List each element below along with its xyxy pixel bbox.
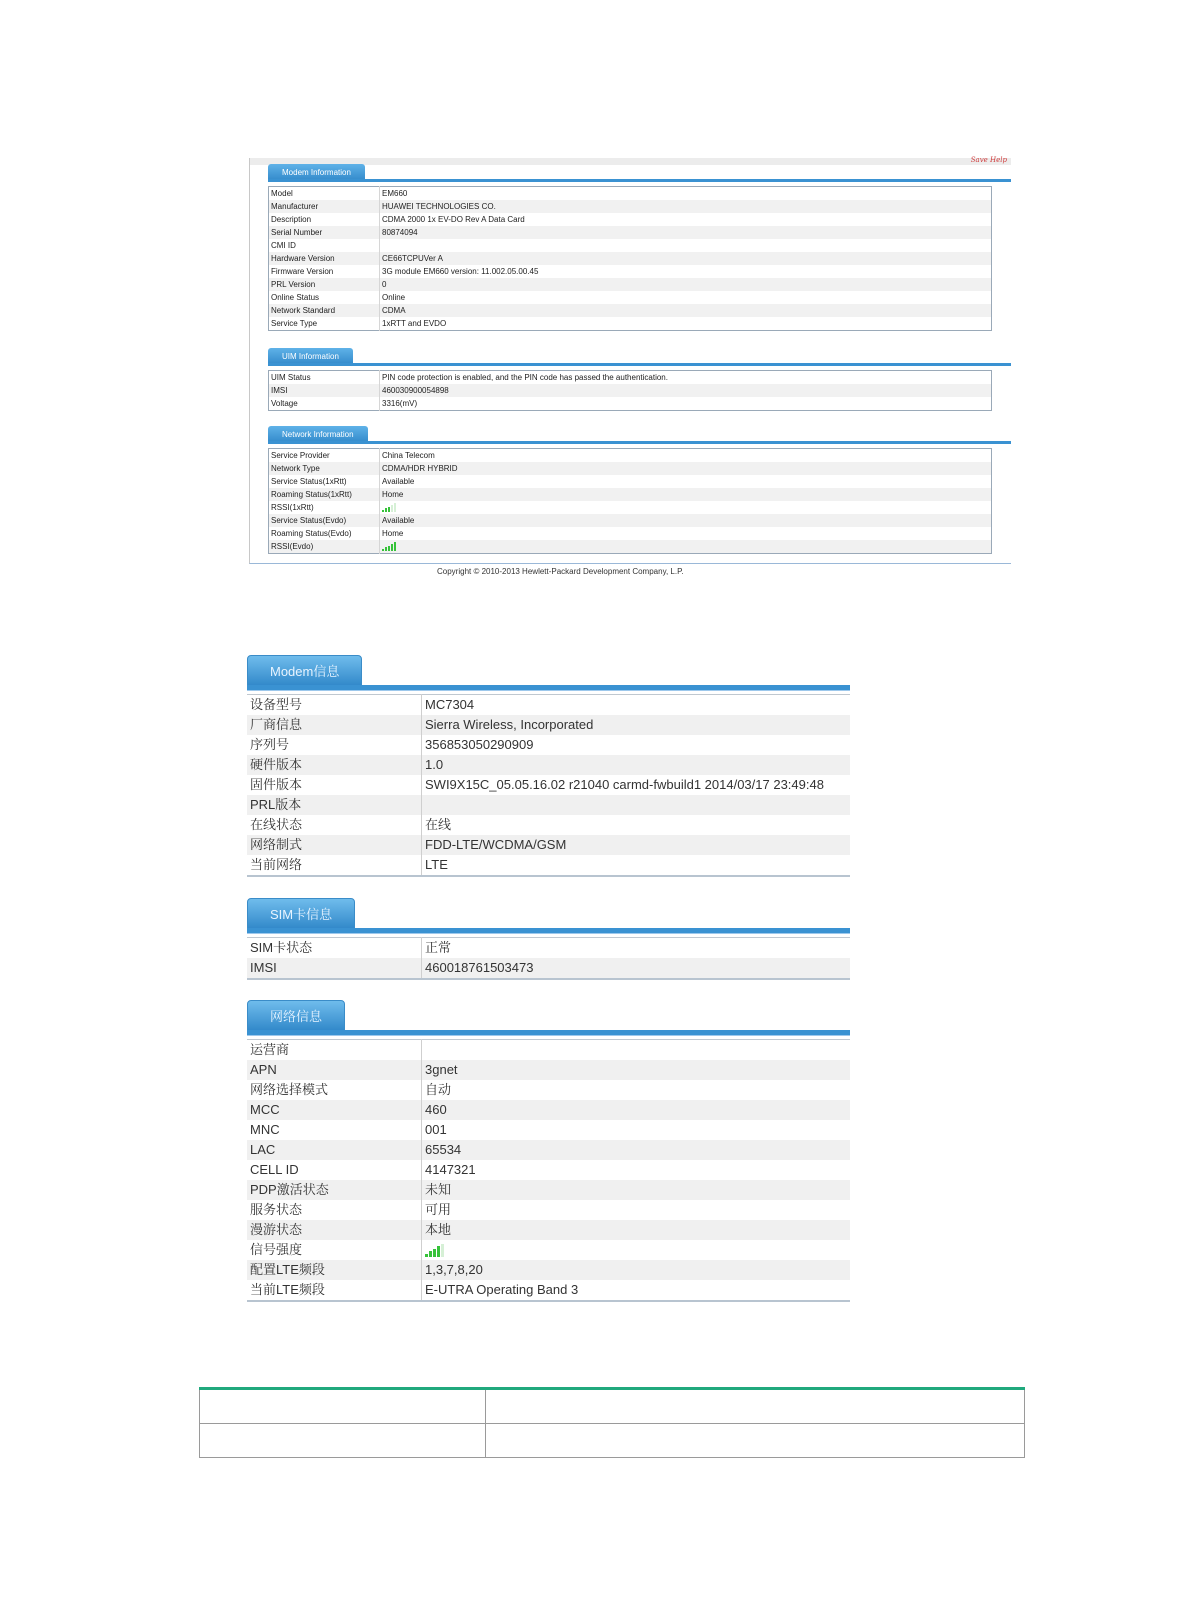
row-value: Online bbox=[382, 293, 406, 302]
row-label: PRL版本 bbox=[247, 795, 422, 815]
tab-label: UIM Information bbox=[268, 348, 353, 366]
row-label: Serial Number bbox=[269, 226, 380, 239]
table-row bbox=[247, 1120, 850, 1140]
row-value: CDMA 2000 1x EV-DO Rev A Data Card bbox=[382, 215, 525, 224]
table-row bbox=[269, 252, 992, 265]
row-value: EM660 bbox=[382, 189, 408, 198]
row-label: Model bbox=[269, 187, 380, 201]
table-row bbox=[269, 317, 992, 331]
row-label: Roaming Status(1xRtt) bbox=[269, 488, 380, 501]
table-row bbox=[269, 213, 992, 226]
cn-network-tab[interactable] bbox=[247, 1000, 850, 1036]
table-cell bbox=[486, 1389, 1025, 1424]
row-value: 可用 bbox=[425, 1202, 452, 1217]
row-label: Online Status bbox=[269, 291, 380, 304]
row-value: 356853050290909 bbox=[425, 737, 534, 752]
cn-modem-table bbox=[247, 694, 850, 877]
table-row bbox=[269, 239, 992, 252]
row-value: CE66TCPUVer A bbox=[380, 252, 992, 265]
uim-information-table bbox=[268, 370, 992, 411]
table-row bbox=[200, 1424, 1025, 1458]
table-cell bbox=[200, 1389, 486, 1424]
table-row bbox=[247, 1060, 850, 1080]
table-row bbox=[247, 1160, 850, 1180]
table-row bbox=[247, 775, 850, 795]
row-value: 自动 bbox=[425, 1082, 452, 1097]
row-value: E-UTRA Operating Band 3 bbox=[425, 1282, 579, 1297]
row-value: PIN code protection is enabled, and the PIN code has passed the authentication. bbox=[382, 373, 668, 382]
cn-modem-section bbox=[247, 655, 850, 877]
row-value: Available bbox=[382, 477, 415, 486]
table-row bbox=[269, 449, 992, 463]
row-value: 0 bbox=[380, 278, 992, 291]
row-value: 1,3,7,8,20 bbox=[422, 1260, 851, 1280]
row-value: 本地 bbox=[422, 1220, 851, 1240]
table-row bbox=[269, 527, 992, 540]
row-label: UIM Status bbox=[269, 371, 380, 385]
table-row bbox=[269, 514, 992, 527]
modem-information-tab[interactable] bbox=[268, 164, 1011, 182]
tab-label: SIM卡信息 bbox=[247, 898, 355, 931]
tab-label: Network Information bbox=[268, 426, 368, 444]
english-status-screenshot bbox=[249, 158, 1011, 564]
row-value: 1.0 bbox=[422, 755, 851, 775]
table-row bbox=[247, 1100, 850, 1120]
row-value: 在线 bbox=[425, 817, 452, 832]
row-label: 当前网络 bbox=[247, 855, 422, 876]
table-row bbox=[269, 488, 992, 501]
signal-bar bbox=[394, 503, 396, 512]
signal-bars-icon bbox=[425, 1244, 444, 1257]
table-row bbox=[247, 755, 850, 775]
signal-bar bbox=[391, 544, 393, 551]
table-row bbox=[269, 278, 992, 291]
signal-bar bbox=[382, 510, 384, 513]
table-row bbox=[247, 715, 850, 735]
table-row bbox=[247, 1220, 850, 1240]
row-label: APN bbox=[247, 1060, 422, 1080]
row-label: 在线状态 bbox=[247, 815, 422, 835]
row-label: Firmware Version bbox=[269, 265, 380, 278]
row-label: 漫游状态 bbox=[247, 1220, 422, 1240]
row-value: China Telecom bbox=[382, 451, 435, 460]
signal-bar bbox=[391, 505, 393, 512]
table-row bbox=[247, 1140, 850, 1160]
row-value bbox=[422, 795, 851, 815]
signal-bar bbox=[388, 507, 390, 513]
table-row bbox=[269, 540, 992, 554]
table-row bbox=[247, 695, 850, 716]
row-value: Home bbox=[382, 529, 404, 538]
table-row bbox=[247, 1080, 850, 1100]
row-value: CDMA bbox=[380, 304, 992, 317]
signal-strength-icon bbox=[380, 540, 992, 554]
row-label: 服务状态 bbox=[247, 1200, 422, 1220]
cn-sim-tab[interactable] bbox=[247, 898, 850, 934]
row-label: MCC bbox=[247, 1100, 422, 1120]
signal-bar bbox=[382, 549, 384, 552]
row-label: 设备型号 bbox=[247, 695, 422, 716]
table-row bbox=[200, 1389, 1025, 1424]
row-value: LTE bbox=[425, 857, 448, 872]
row-label: Description bbox=[269, 213, 380, 226]
table-row bbox=[269, 200, 992, 213]
table-row bbox=[269, 371, 992, 385]
signal-bar bbox=[441, 1244, 444, 1257]
row-label: 运营商 bbox=[247, 1040, 422, 1061]
row-label: IMSI bbox=[247, 958, 422, 979]
row-value: MC7304 bbox=[425, 697, 475, 712]
row-value: 3gnet bbox=[422, 1060, 851, 1080]
row-value: 正常 bbox=[425, 940, 452, 955]
top-links[interactable]: Save Help bbox=[970, 156, 1007, 164]
row-value: SWI9X15C_05.05.16.02 r21040 carmd-fwbuild1 2014/03/17 23:49:48 bbox=[425, 777, 824, 792]
table-row bbox=[269, 475, 992, 488]
empty-document-table bbox=[199, 1387, 1025, 1458]
row-label: PRL Version bbox=[269, 278, 380, 291]
signal-bar bbox=[385, 547, 387, 551]
row-label: CMI ID bbox=[269, 239, 380, 252]
table-row bbox=[247, 795, 850, 815]
row-value: FDD-LTE/WCDMA/GSM bbox=[422, 835, 851, 855]
network-information-tab[interactable] bbox=[268, 426, 1011, 444]
signal-bar bbox=[429, 1251, 432, 1257]
table-row bbox=[247, 815, 850, 835]
row-value: Sierra Wireless, Incorporated bbox=[422, 715, 851, 735]
signal-bars-icon bbox=[382, 503, 396, 512]
row-label: Service Type bbox=[269, 317, 380, 331]
row-label: 序列号 bbox=[247, 735, 422, 755]
signal-bar bbox=[425, 1254, 428, 1257]
signal-bar bbox=[394, 542, 396, 551]
table-cell bbox=[486, 1424, 1025, 1458]
modem-information-table bbox=[268, 186, 992, 331]
table-row bbox=[247, 1200, 850, 1220]
cn-network-table bbox=[247, 1039, 850, 1302]
row-label: Network Standard bbox=[269, 304, 380, 317]
row-value: CDMA/HDR HYBRID bbox=[380, 462, 992, 475]
signal-bar bbox=[385, 508, 387, 512]
row-label: Manufacturer bbox=[269, 200, 380, 213]
table-row bbox=[269, 291, 992, 304]
row-value bbox=[422, 1040, 851, 1061]
cn-sim-table bbox=[247, 937, 850, 980]
row-value: 未知 bbox=[422, 1180, 851, 1200]
uim-information-tab[interactable] bbox=[268, 348, 1011, 366]
table-cell bbox=[200, 1424, 486, 1458]
row-label: Service Provider bbox=[269, 449, 380, 463]
row-label: Voltage bbox=[269, 397, 380, 411]
row-value: 1xRTT and EVDO bbox=[382, 319, 447, 328]
row-value: HUAWEI TECHNOLOGIES CO. bbox=[380, 200, 992, 213]
table-row bbox=[269, 226, 992, 239]
copyright-text: Copyright © 2010-2013 Hewlett-Packard Development Company, L.P. bbox=[437, 567, 684, 576]
row-value: 460018761503473 bbox=[422, 958, 851, 979]
row-label: CELL ID bbox=[247, 1160, 422, 1180]
signal-bar bbox=[388, 546, 390, 552]
table-row bbox=[247, 1240, 850, 1260]
row-label: LAC bbox=[247, 1140, 422, 1160]
row-value: 460030900054898 bbox=[380, 384, 992, 397]
table-row bbox=[269, 397, 992, 411]
row-value: Home bbox=[380, 488, 992, 501]
table-row bbox=[269, 265, 992, 278]
row-label: 当前LTE频段 bbox=[247, 1280, 422, 1301]
network-information-section bbox=[268, 426, 1011, 554]
table-row bbox=[247, 1180, 850, 1200]
row-label: Service Status(1xRtt) bbox=[269, 475, 380, 488]
table-row bbox=[247, 1280, 850, 1301]
row-label: 配置LTE频段 bbox=[247, 1260, 422, 1280]
row-label: RSSI(1xRtt) bbox=[269, 501, 380, 514]
signal-bars-icon bbox=[382, 542, 396, 551]
row-label: SIM卡状态 bbox=[247, 938, 422, 959]
cn-modem-tab[interactable] bbox=[247, 655, 850, 691]
row-label: 硬件版本 bbox=[247, 755, 422, 775]
row-label: IMSI bbox=[269, 384, 380, 397]
tab-label: Modem Information bbox=[268, 164, 365, 182]
row-label: 信号强度 bbox=[247, 1240, 422, 1260]
table-row bbox=[269, 187, 992, 201]
tab-label: 网络信息 bbox=[247, 1000, 345, 1033]
row-value: 65534 bbox=[422, 1140, 851, 1160]
tab-label: Modem信息 bbox=[247, 655, 362, 688]
table-row bbox=[269, 304, 992, 317]
table-row bbox=[247, 1260, 850, 1280]
table-row bbox=[269, 501, 992, 514]
signal-strength-icon bbox=[380, 501, 992, 514]
table-row bbox=[247, 735, 850, 755]
row-value: 4147321 bbox=[425, 1162, 476, 1177]
row-value: 3G module EM660 version: 11.002.05.00.45 bbox=[382, 267, 539, 276]
table-row bbox=[247, 1040, 850, 1061]
row-label: 网络选择模式 bbox=[247, 1080, 422, 1100]
row-label: MNC bbox=[247, 1120, 422, 1140]
signal-bar bbox=[433, 1249, 436, 1257]
row-value: 80874094 bbox=[380, 226, 992, 239]
row-value: 001 bbox=[425, 1122, 447, 1137]
row-label: 固件版本 bbox=[247, 775, 422, 795]
row-label: 厂商信息 bbox=[247, 715, 422, 735]
table-row bbox=[269, 384, 992, 397]
uim-information-section bbox=[268, 348, 1011, 411]
cn-network-section bbox=[247, 1000, 850, 1302]
signal-bar bbox=[437, 1246, 440, 1257]
modem-information-section bbox=[268, 164, 1011, 331]
row-label: Network Type bbox=[269, 462, 380, 475]
row-value: 3316(mV) bbox=[382, 399, 418, 408]
row-label: RSSI(Evdo) bbox=[269, 540, 380, 554]
table-row bbox=[247, 938, 850, 959]
row-value: Available bbox=[380, 514, 992, 527]
table-row bbox=[269, 462, 992, 475]
row-value bbox=[380, 239, 992, 252]
row-label: Roaming Status(Evdo) bbox=[269, 527, 380, 540]
signal-strength-icon bbox=[422, 1240, 851, 1260]
row-label: PDP激活状态 bbox=[247, 1180, 422, 1200]
table-row bbox=[247, 958, 850, 979]
row-label: Hardware Version bbox=[269, 252, 380, 265]
network-information-table bbox=[268, 448, 992, 554]
row-value: 460 bbox=[422, 1100, 851, 1120]
row-label: 网络制式 bbox=[247, 835, 422, 855]
table-row bbox=[247, 855, 850, 876]
table-row bbox=[247, 835, 850, 855]
row-label: Service Status(Evdo) bbox=[269, 514, 380, 527]
cn-sim-section bbox=[247, 898, 850, 980]
